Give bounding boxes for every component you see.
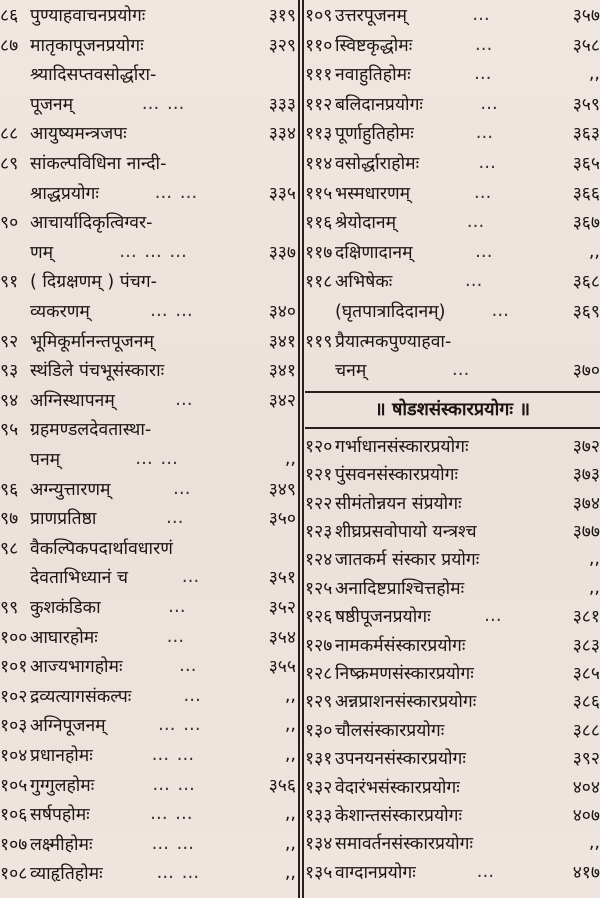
- entry-dots: … …: [158, 715, 202, 736]
- entry-dots: …: [474, 64, 493, 85]
- entry-title: ग्रहमण्डलदेवतास्था-: [30, 420, 152, 441]
- entry-page-number: ,,: [588, 833, 600, 854]
- index-entry: [305, 180, 600, 206]
- entry-number: १०५: [0, 775, 28, 796]
- index-entry: [0, 180, 296, 206]
- entry-title: अनादिष्टप्राश्चित्तहोमः: [335, 578, 465, 599]
- entry-number: ८६: [0, 6, 19, 26]
- section-heading: ॥ षोडशसंस्कारप्रयोगः ॥: [374, 398, 531, 420]
- entry-number: ८९: [0, 154, 19, 174]
- index-entry: [305, 632, 600, 658]
- index-entry: [0, 801, 296, 827]
- index-entry: [0, 120, 296, 146]
- entry-page-number: ४१७: [572, 862, 600, 883]
- entry-title: शीघ्रप्रसवोपायो यन्त्रश्च: [335, 522, 477, 542]
- entry-title: षष्ठीपूजनप्रयोगः: [335, 607, 431, 628]
- entry-dots: …: [484, 606, 503, 627]
- entry-title: पनम्: [30, 450, 61, 470]
- entry-dots: … …: [151, 833, 196, 854]
- entry-number: १०४: [0, 746, 28, 766]
- entry-number: १०३: [0, 716, 28, 737]
- entry-page-number: ३६५: [572, 154, 600, 174]
- entry-number: ९२: [0, 331, 19, 352]
- index-entry: [305, 268, 600, 294]
- entry-page-number: ३६८: [572, 272, 600, 293]
- entry-page-number: ४०४: [572, 777, 600, 798]
- index-entry: [0, 564, 296, 590]
- entry-number: ११०: [305, 35, 333, 56]
- entry-dots: … …: [150, 804, 194, 825]
- entry-title: लक्ष्मीहोमः: [30, 834, 93, 855]
- entry-number: १०२: [0, 686, 28, 707]
- entry-title: भूमिकूर्मानन्तपूजनम्: [30, 331, 154, 352]
- entry-page-number: ३८३: [572, 635, 600, 656]
- entry-number: १११: [305, 65, 333, 86]
- index-entry: [305, 830, 600, 856]
- index-entry: [0, 2, 296, 28]
- entry-number: ९६: [0, 479, 19, 500]
- index-entry: [305, 745, 600, 771]
- entry-title: वेदारंभसंस्कारप्रयोगः: [335, 777, 460, 798]
- entry-page-number: ३२९: [268, 35, 296, 56]
- index-entry: [0, 357, 296, 383]
- entry-dots: …: [166, 626, 186, 647]
- entry-dots: …: [474, 34, 494, 55]
- entry-page-number: ४०७: [572, 806, 600, 826]
- entry-title: स्थंडिले पंचभूसंस्काराः: [30, 361, 165, 382]
- entry-page-number: ३४०: [268, 302, 296, 322]
- entry-number: १२५: [305, 578, 333, 599]
- entry-page-number: ३३७: [268, 242, 296, 263]
- index-entry: [305, 91, 600, 117]
- entry-page-number: ३५५: [268, 657, 296, 678]
- entry-title: केशान्तसंस्कारप्रयोगः: [335, 806, 463, 826]
- index-entry: [305, 209, 600, 235]
- index-entry: [0, 209, 296, 235]
- entry-dots: … …: [154, 182, 199, 203]
- index-entry: [305, 61, 600, 87]
- index-entry: [305, 357, 600, 383]
- entry-dots: …: [466, 212, 486, 233]
- index-entry: [305, 490, 600, 516]
- entry-dots: … … …: [119, 241, 188, 262]
- entry-number: १०६: [0, 805, 28, 826]
- entry-dots: …: [183, 685, 202, 706]
- entry-title: अग्निपूजनम्: [30, 716, 106, 737]
- entry-number: १२६: [305, 607, 333, 628]
- entry-page-number: ,,: [284, 833, 296, 854]
- entry-title: दक्षिणादानम्: [335, 242, 413, 263]
- entry-dots: …: [480, 93, 499, 114]
- entry-number: १२४: [305, 550, 333, 571]
- entry-number: ९३: [0, 361, 19, 382]
- index-entry: [0, 328, 296, 354]
- entry-page-number: ३६३: [572, 124, 600, 145]
- entry-dots: …: [168, 597, 187, 617]
- index-entry: [305, 688, 600, 714]
- entry-number: ११६: [305, 213, 333, 234]
- entry-title: आज्यभागहोमः: [30, 657, 123, 678]
- entry-page-number: ३३४: [268, 124, 296, 145]
- entry-title: अभिषेकः: [335, 272, 393, 293]
- entry-title: अग्निस्थापनम्: [30, 390, 115, 411]
- index-entry: [0, 535, 296, 561]
- entry-title: व्यकरणम्: [30, 302, 90, 322]
- entry-number: १३५: [305, 862, 333, 883]
- entry-page-number: ३४२: [268, 390, 296, 411]
- entry-page-number: ३४१: [268, 361, 296, 382]
- entry-page-number: ३४९: [268, 479, 296, 500]
- entry-dots: … …: [156, 863, 201, 884]
- index-entry: [0, 387, 296, 413]
- entry-title: वसोर्द्धाराहोमः: [335, 154, 420, 174]
- entry-page-number: ३७३: [572, 465, 600, 486]
- entry-number: १०१: [0, 657, 28, 678]
- column-rule-right: [302, 0, 304, 898]
- entry-number: १०८: [0, 864, 28, 885]
- entry-number: ११२: [305, 94, 333, 115]
- entry-title: गर्भाधानसंस्कारप्रयोगः: [335, 436, 469, 457]
- entry-page-number: ३७७: [572, 522, 600, 542]
- entry-page-number: ३५२: [268, 598, 296, 618]
- entry-title: प्रधानहोमः: [30, 746, 93, 766]
- entry-number: १०७: [0, 834, 28, 855]
- entry-title: चनम्: [335, 361, 367, 382]
- entry-number: १३३: [305, 806, 333, 826]
- entry-dots: …: [472, 5, 491, 25]
- entry-page-number: ३८५: [572, 664, 600, 684]
- index-entry: [0, 239, 296, 265]
- entry-title: वाग्दानप्रयोगः: [335, 862, 416, 883]
- index-entry: [305, 603, 600, 629]
- entry-page-number: ३३५: [268, 183, 296, 204]
- index-entry: [305, 802, 600, 828]
- entry-number: ११८: [305, 272, 333, 293]
- entry-title: नवाहुतिहोमः: [335, 65, 411, 86]
- entry-dots: …: [451, 360, 471, 381]
- index-entry: [0, 683, 296, 709]
- entry-number: ९०: [0, 213, 19, 234]
- index-entry: [0, 91, 296, 117]
- entry-title: श्र्यादिसप्तवसोर्द्धारा-: [30, 65, 157, 86]
- entry-title: पूर्णाहुतिहोमः: [335, 124, 414, 145]
- entry-dots: … …: [151, 745, 196, 765]
- index-entry: [0, 831, 296, 857]
- entry-page-number: ३६६: [572, 183, 600, 204]
- index-entry: [305, 120, 600, 146]
- index-entry: [0, 268, 296, 294]
- entry-number: ११७: [305, 242, 333, 263]
- entry-dots: … …: [141, 93, 186, 114]
- entry-page-number: ,,: [284, 745, 296, 765]
- entry-dots: …: [181, 567, 201, 588]
- entry-title: पुंसवनसंस्कारप्रयोगः: [335, 465, 459, 486]
- entry-number: ९९: [0, 598, 19, 618]
- entry-page-number: ३१९: [268, 6, 296, 26]
- index-entry: [305, 32, 600, 58]
- entry-number: ८८: [0, 124, 19, 145]
- index-entry: [0, 416, 296, 442]
- entry-title: उत्तरपूजनम्: [335, 6, 407, 26]
- entry-number: १३०: [305, 720, 333, 741]
- entry-dots: …: [476, 861, 496, 882]
- entry-number: ८७: [0, 35, 19, 56]
- index-entry: [305, 239, 600, 265]
- entry-page-number: ३५०: [268, 509, 296, 530]
- index-entry: [0, 298, 296, 324]
- entry-title: भस्मधारणम्: [335, 183, 411, 204]
- entry-page-number: ३५७: [572, 6, 600, 26]
- entry-dots: …: [464, 271, 484, 292]
- entry-number: १३४: [305, 834, 333, 855]
- entry-number: १०९: [305, 6, 333, 26]
- entry-title: अन्नप्राशनसंस्कारप्रयोगः: [335, 692, 477, 713]
- index-entry: [0, 772, 296, 798]
- entry-title: जातकर्म संस्कार प्रयोगः: [335, 550, 480, 571]
- index-entry: [305, 2, 600, 28]
- entry-title: द्रव्यत्यागसंकल्पः: [30, 686, 132, 707]
- entry-number: ११५: [305, 183, 333, 204]
- entry-number: १२९: [305, 692, 333, 713]
- entry-title: सीमंतोन्नयन संप्रयोगः: [335, 493, 462, 514]
- entry-dots: …: [475, 123, 495, 144]
- entry-dots: …: [475, 241, 494, 262]
- entry-page-number: ,,: [588, 577, 600, 598]
- entry-number: ९७: [0, 509, 19, 530]
- entry-page-number: ३५६: [268, 775, 296, 796]
- index-entry: [305, 774, 600, 800]
- entry-title: अग्न्युत्तारणम्: [30, 479, 111, 500]
- index-entry: [0, 594, 296, 620]
- index-entry: [305, 328, 600, 354]
- index-entry: [0, 32, 296, 58]
- index-entry: [305, 717, 600, 743]
- entry-page-number: ३६७: [572, 213, 600, 234]
- entry-page-number: ३८६: [572, 692, 600, 713]
- entry-page-number: ,,: [284, 449, 296, 469]
- index-entry: [305, 546, 600, 572]
- index-entry: [0, 476, 296, 502]
- entry-number: ९८: [0, 538, 19, 559]
- entry-page-number: ३५९: [572, 94, 600, 115]
- entry-title: सर्षपहोमः: [30, 805, 90, 826]
- entry-page-number: ३८१: [572, 607, 600, 628]
- index-entry: [0, 446, 296, 472]
- entry-title: गुग्गुलहोमः: [30, 775, 95, 796]
- entry-title: आयुष्यमन्त्रजपः: [30, 124, 127, 145]
- entry-title: आचार्यादिकृत्विग्वर-: [30, 213, 153, 234]
- entry-page-number: ३७४: [572, 493, 600, 514]
- index-entry: [305, 660, 600, 686]
- entry-dots: …: [491, 301, 510, 321]
- entry-title: ( दिग्रक्षणम् ) पंचग-: [30, 272, 157, 293]
- entry-title: व्याहृतिहोमः: [30, 864, 103, 885]
- entry-title: मातृकापूजनप्रयोगः: [30, 35, 144, 56]
- index-entry: [0, 61, 296, 87]
- entry-page-number: ,,: [588, 241, 600, 262]
- entry-dots: …: [173, 478, 192, 499]
- entry-number: १२३: [305, 522, 333, 542]
- index-entry: [305, 859, 600, 885]
- entry-dots: …: [175, 389, 194, 410]
- entry-title: श्राद्धप्रयोगः: [30, 183, 99, 204]
- index-entry: [305, 575, 600, 601]
- index-entry: [0, 624, 296, 650]
- entry-page-number: ३७२: [572, 436, 600, 457]
- entry-title: चौलसंस्कारप्रयोगः: [335, 720, 445, 741]
- entry-title: श्रेयोदानम्: [335, 213, 397, 234]
- entry-page-number: ३४१: [268, 331, 296, 352]
- index-entry: [0, 653, 296, 679]
- entry-page-number: ,,: [284, 685, 296, 706]
- entry-number: १२८: [305, 664, 333, 684]
- entry-page-number: ३५४: [268, 627, 296, 648]
- entry-page-number: ,,: [588, 549, 600, 570]
- index-entry: [0, 505, 296, 531]
- index-entry: [305, 298, 600, 324]
- entry-title: समावर्तनसंस्कारप्रयोगः: [335, 834, 474, 855]
- entry-dots: … …: [135, 449, 179, 469]
- entry-title: प्राणप्रतिष्ठा: [30, 509, 97, 530]
- entry-number: १३२: [305, 777, 333, 798]
- entry-dots: …: [179, 656, 198, 677]
- entry-number: ११४: [305, 154, 333, 174]
- entry-number: १००: [0, 627, 28, 648]
- entry-title: निष्क्रमणसंस्कारप्रयोगः: [335, 664, 474, 684]
- entry-title: आघारहोमः: [30, 627, 98, 648]
- entry-number: ११९: [305, 331, 333, 352]
- entry-page-number: ३८८: [572, 720, 600, 741]
- entry-title: नामकर्मसंस्कारप्रयोगः: [335, 635, 466, 656]
- entry-dots: …: [165, 508, 185, 529]
- index-entry: [305, 150, 600, 176]
- entry-page-number: ३७०: [572, 361, 600, 382]
- entry-number: ९४: [0, 390, 19, 411]
- entry-title: वैकल्पिकपदार्थावधारणं: [30, 538, 173, 559]
- entry-dots: … …: [152, 774, 196, 795]
- entry-title: स्विष्टकृद्धोमः: [335, 35, 413, 56]
- index-entry: [0, 712, 296, 738]
- entry-page-number: ३९२: [572, 749, 600, 770]
- entry-page-number: ३५१: [268, 568, 296, 589]
- index-entry: [0, 742, 296, 768]
- entry-number: १२०: [305, 436, 333, 457]
- index-entry: [0, 860, 296, 886]
- entry-page-number: ,,: [284, 804, 296, 825]
- entry-title: पुण्याहवाचनप्रयोगः: [30, 6, 146, 26]
- entry-page-number: ३५८: [572, 35, 600, 56]
- entry-number: १२१: [305, 465, 333, 486]
- entry-page-number: ,,: [284, 863, 296, 884]
- index-entry: [305, 433, 600, 459]
- entry-number: १२७: [305, 635, 333, 656]
- entry-dots: …: [473, 182, 493, 203]
- entry-page-number: ३६९: [572, 302, 600, 322]
- entry-title: बलिदानप्रयोगः: [335, 94, 423, 115]
- entry-number: १२२: [305, 493, 333, 514]
- entry-title: सांकल्पविधिना नान्दी-: [30, 154, 167, 174]
- index-entry: [305, 518, 600, 544]
- entry-title: कुशकंडिका: [30, 598, 101, 618]
- entry-title: उपनयनसंस्कारप्रयोगः: [335, 749, 466, 770]
- section-rule-bottom: [305, 427, 600, 429]
- entry-title: प्रैयात्मकपुण्याहवा-: [335, 331, 452, 352]
- entry-page-number: ,,: [588, 64, 600, 85]
- entry-number: ९१: [0, 272, 19, 293]
- entry-number: १३१: [305, 749, 333, 770]
- entry-page-number: ,,: [284, 715, 296, 736]
- entry-title: णम्: [30, 242, 54, 263]
- entry-page-number: ३३३: [268, 94, 296, 115]
- entry-title: देवताभिध्यानं च: [30, 568, 129, 589]
- entry-dots: …: [478, 153, 497, 173]
- index-entry: [305, 461, 600, 487]
- column-rule-left: [298, 0, 300, 898]
- entry-number: ९५: [0, 420, 19, 441]
- entry-dots: … …: [150, 301, 194, 321]
- index-entry: [0, 150, 296, 176]
- section-rule-top: [305, 391, 600, 393]
- entry-title: (घृतपात्रादिदानम्): [335, 302, 446, 322]
- entry-number: ११३: [305, 124, 333, 145]
- entry-title: पूजनम्: [30, 94, 74, 115]
